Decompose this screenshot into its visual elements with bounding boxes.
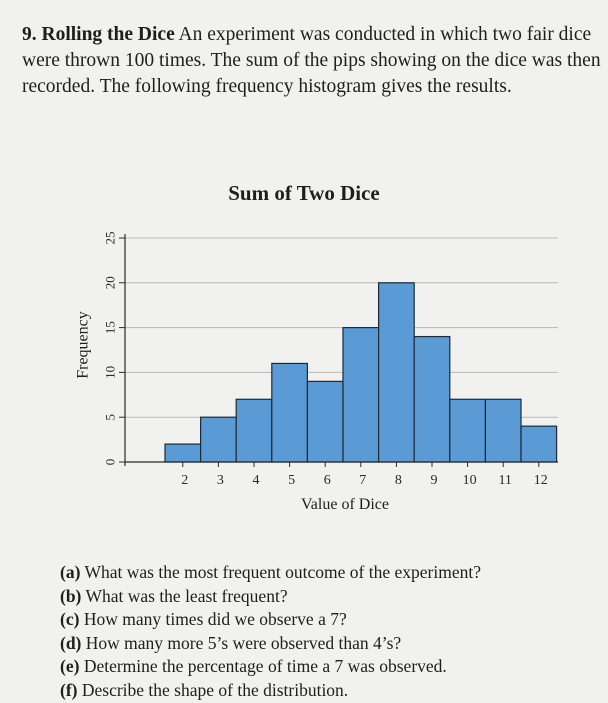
x-tick-label: 2 bbox=[181, 473, 189, 488]
question-label: (a) bbox=[60, 562, 81, 582]
question-text: Determine the percentage of time a 7 was observed. bbox=[83, 656, 447, 677]
question-d bbox=[60, 632, 600, 656]
bar-12 bbox=[521, 426, 557, 462]
bar-5 bbox=[272, 363, 308, 462]
bar-11 bbox=[485, 399, 521, 462]
bar-4 bbox=[236, 399, 272, 462]
bar-2 bbox=[165, 444, 201, 462]
y-tick-label: 20 bbox=[102, 276, 118, 290]
bar-6 bbox=[307, 381, 343, 462]
question-text: What was the least frequent? bbox=[85, 585, 288, 606]
x-tick-label: 6 bbox=[323, 473, 331, 488]
x-tick-label: 3 bbox=[216, 473, 224, 488]
bar-9 bbox=[414, 337, 450, 462]
problem-title: Rolling the Dice bbox=[41, 24, 175, 45]
bar-8 bbox=[379, 283, 415, 462]
x-tick-label: 4 bbox=[252, 473, 260, 488]
y-tick-label: 25 bbox=[102, 231, 118, 245]
x-tick-label: 7 bbox=[359, 473, 367, 488]
question-list bbox=[60, 561, 600, 703]
question-text: How many times did we observe a 7? bbox=[83, 609, 347, 630]
x-tick-label: 5 bbox=[288, 473, 296, 488]
y-tick-label: 0 bbox=[102, 458, 118, 466]
question-label: (d) bbox=[60, 632, 82, 653]
question-e bbox=[60, 655, 600, 679]
question-label: (c) bbox=[60, 609, 80, 630]
bar-7 bbox=[343, 328, 379, 462]
x-tick-label: 12 bbox=[533, 473, 548, 488]
problem-number: 9. bbox=[22, 24, 37, 45]
question-label: (f) bbox=[60, 679, 78, 700]
x-axis-label: Value of Dice bbox=[301, 496, 389, 513]
problem-text: An experiment was conducted in which two fair dice were thrown 100 times. The sum of the pips showing on the dice was then recorded. The following frequency histogram gives the results. bbox=[22, 24, 601, 97]
question-text: Describe the shape of the distribution. bbox=[81, 679, 349, 700]
y-tick-label: 5 bbox=[102, 413, 118, 421]
question-text: What was the most frequent outcome of the experiment? bbox=[84, 562, 481, 582]
y-axis-label: Frequency bbox=[74, 311, 92, 379]
x-tick-label: 9 bbox=[430, 473, 438, 488]
question-c bbox=[60, 608, 600, 632]
question-a bbox=[60, 561, 600, 585]
y-tick-label: 15 bbox=[102, 321, 118, 335]
chart-title: Sum of Two Dice bbox=[228, 181, 380, 205]
x-tick-label: 8 bbox=[394, 473, 402, 488]
question-b bbox=[60, 585, 600, 609]
question-label: (e) bbox=[60, 656, 80, 677]
bar-3 bbox=[201, 417, 237, 462]
question-f bbox=[60, 679, 600, 703]
y-tick-label: 10 bbox=[102, 365, 118, 379]
x-tick-label: 10 bbox=[462, 473, 477, 488]
x-tick-label: 11 bbox=[498, 473, 512, 488]
bar-10 bbox=[450, 399, 486, 462]
question-label: (b) bbox=[60, 585, 82, 606]
question-text: How many more 5’s were observed than 4’s? bbox=[85, 632, 402, 653]
